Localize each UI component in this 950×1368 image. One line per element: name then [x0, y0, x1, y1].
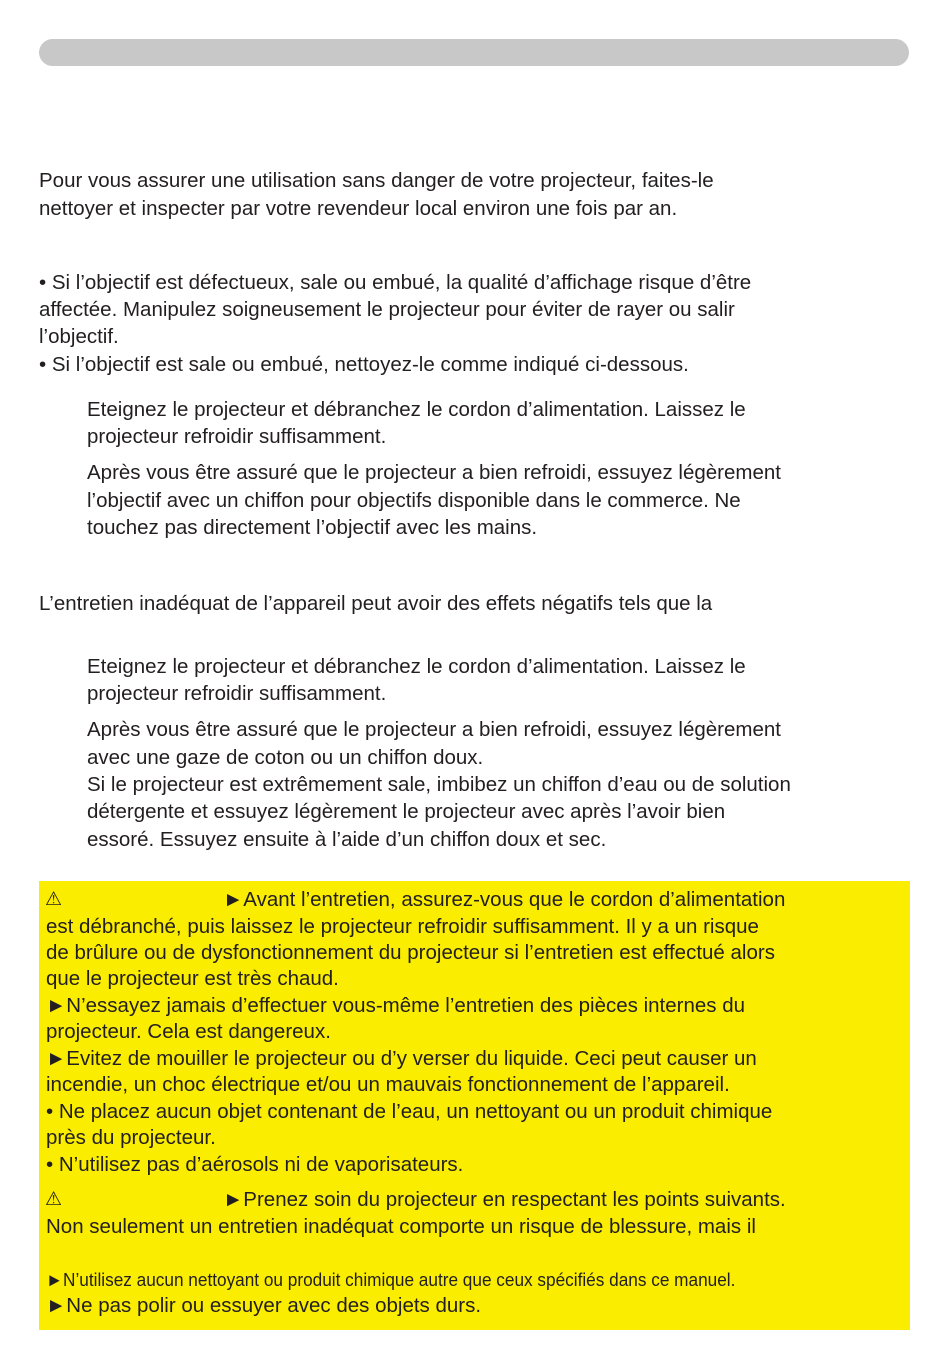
- cabinet-step1-line-2: projecteur refroidir suffisamment.: [87, 682, 387, 705]
- intro-line-2: nettoyer et inspecter par votre revendeur local environ une fois par an.: [39, 197, 678, 220]
- warning-block1-line-7: incendie, un choc électrique et/ou un mauvais fonctionnement de l’appareil.: [46, 1073, 730, 1096]
- lens-step2-line-1: Après vous être assuré que le projecteur a bien refroidi, essuyez légèrement: [87, 461, 781, 484]
- warning-block1-line-5: projecteur. Cela est dangereux.: [46, 1020, 331, 1043]
- cabinet-step2-line-3: Si le projecteur est extrêmement sale, imbibez un chiffon d’eau ou de solution: [87, 773, 791, 796]
- warning-triangle-icon: ⚠: [45, 889, 63, 910]
- section-header-bar: [39, 39, 909, 66]
- caution-triangle-icon: ⚠: [45, 1189, 63, 1210]
- warning-block1-line-4: ►N’essayez jamais d’effectuer vous-même l’entretien des pièces internes du: [46, 994, 746, 1017]
- warning-block2-first: ►Prenez soin du projecteur en respectant les points suivants.: [223, 1188, 786, 1211]
- warning-box: [39, 881, 910, 1330]
- warning-block1-first: ►Avant l’entretien, assurez-vous que le cordon d’alimentation: [223, 888, 786, 911]
- lens-step2-line-2: l’objectif avec un chiffon pour objectifs disponible dans le commerce. Ne: [87, 489, 741, 512]
- cabinet-step2-line-5: essoré. Essuyez ensuite à l’aide d’un chiffon doux et sec.: [87, 828, 607, 851]
- lens-bullet-line-1: • Si l’objectif est défectueux, sale ou embué, la qualité d’affichage risque d’être: [39, 271, 752, 294]
- warning-block1-line-9: près du projecteur.: [46, 1126, 216, 1149]
- cabinet-step2-line-1: Après vous être assuré que le projecteur a bien refroidi, essuyez légèrement: [87, 718, 781, 741]
- warning-block2-line: Non seulement un entretien inadéquat comporte un risque de blessure, mais il: [46, 1215, 756, 1238]
- lens-bullet-line-3: l’objectif.: [39, 325, 119, 348]
- warning-block2-note-1: ►N’utilisez aucun nettoyant ou produit chimique autre que ceux spécifiés dans ce manuel.: [46, 1269, 736, 1290]
- intro-line-1: Pour vous assurer une utilisation sans danger de votre projecteur, faites-le: [39, 169, 714, 192]
- lens-bullet-line-2: affectée. Manipulez soigneusement le projecteur pour éviter de rayer ou salir: [39, 298, 735, 321]
- warning-block1-line-2: de brûlure ou de dysfonctionnement du projecteur si l’entretien est effectué alors: [46, 941, 775, 964]
- cabinet-intro: L’entretien inadéquat de l’appareil peut avoir des effets négatifs tels que la: [39, 592, 713, 615]
- warning-block1-line-1: est débranché, puis laissez le projecteur refroidir suffisamment. Il y a un risque: [46, 915, 759, 938]
- lens-step1-line-2: projecteur refroidir suffisamment.: [87, 425, 387, 448]
- cabinet-step2-line-2: avec une gaze de coton ou un chiffon doux.: [87, 746, 484, 769]
- cabinet-step2-line-4: détergente et essuyez légèrement le projecteur avec après l’avoir bien: [87, 800, 726, 823]
- lens-step2-line-3: touchez pas directement l’objectif avec les mains.: [87, 516, 538, 539]
- warning-block1-line-3: que le projecteur est très chaud.: [46, 967, 339, 990]
- lens-step1-line-1: Eteignez le projecteur et débranchez le cordon d’alimentation. Laissez le: [87, 398, 746, 421]
- warning-block2-note-2: ►Ne pas polir ou essuyer avec des objets durs.: [46, 1294, 482, 1317]
- warning-block1-line-6: ►Evitez de mouiller le projecteur ou d’y verser du liquide. Ceci peut causer un: [46, 1047, 757, 1070]
- warning-block1-line-10: • N’utilisez pas d’aérosols ni de vaporisateurs.: [46, 1153, 464, 1176]
- cabinet-step1-line-1: Eteignez le projecteur et débranchez le cordon d’alimentation. Laissez le: [87, 655, 746, 678]
- warning-block1-line-8: • Ne placez aucun objet contenant de l’eau, un nettoyant ou un produit chimique: [46, 1100, 773, 1123]
- lens-bullet-line-4: • Si l’objectif est sale ou embué, nettoyez-le comme indiqué ci-dessous.: [39, 353, 689, 376]
